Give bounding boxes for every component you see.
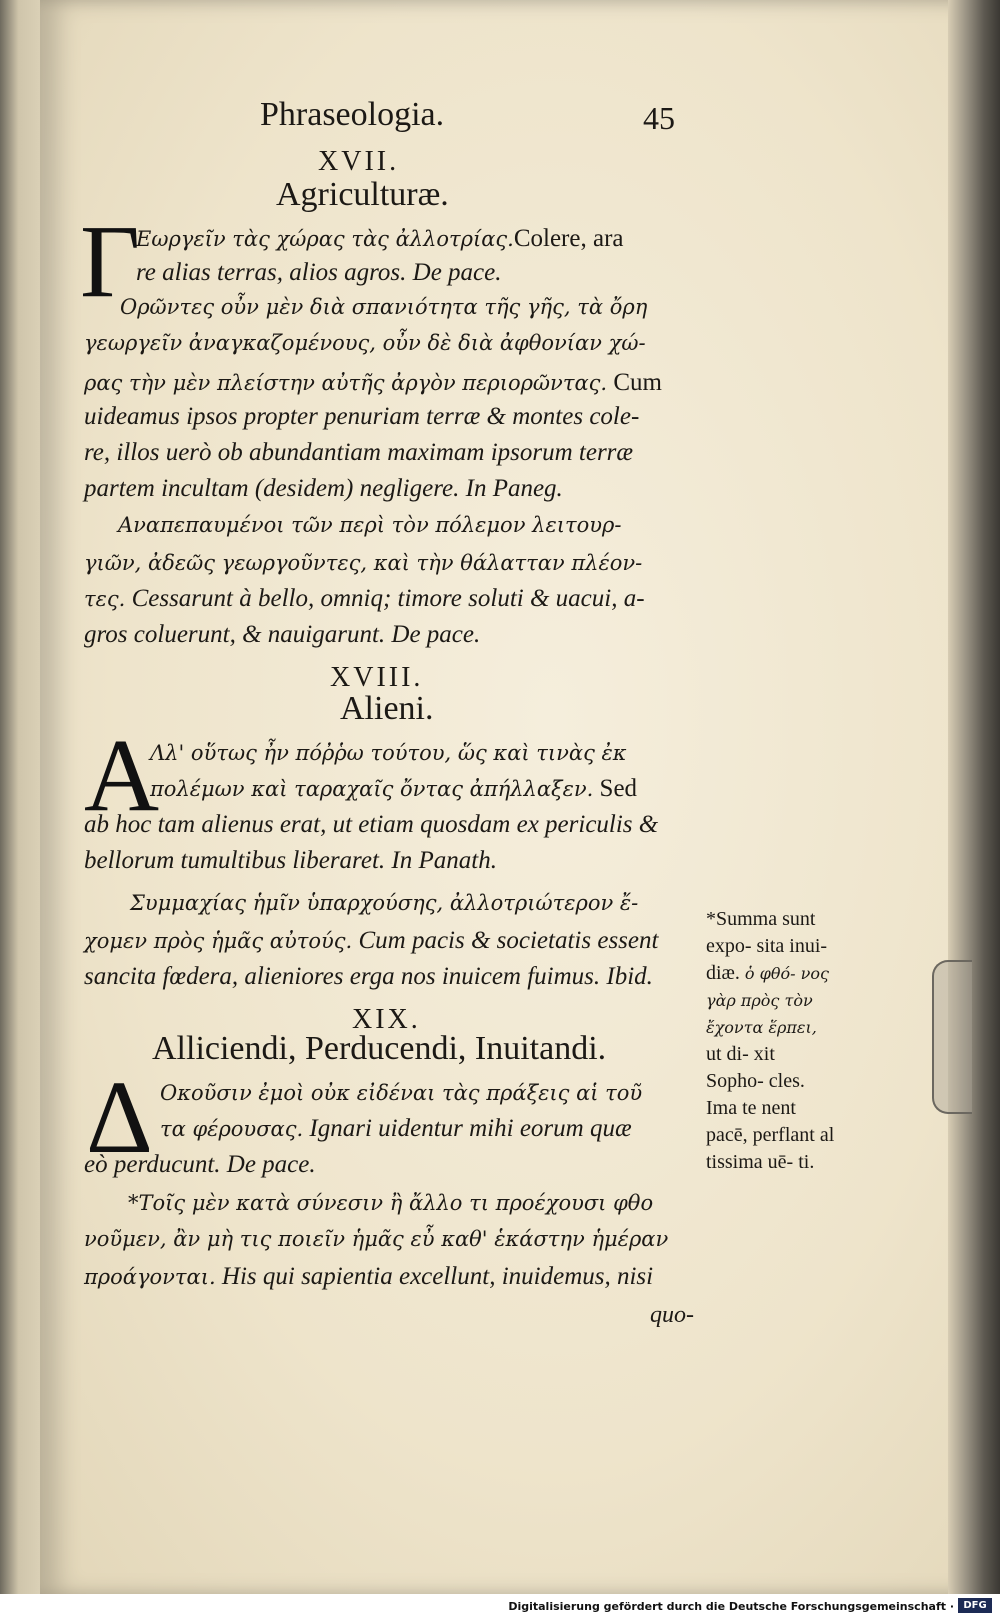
book-right-edge [948,0,1000,1616]
text-line: Οκοῦσιν ἐμοὶ οὐκ εἰδέναι τὰς πράξεις αἱ τοῦ [160,1081,643,1105]
section-number-xix: XIX. [352,1004,421,1035]
marginal-note [706,906,836,1176]
text-line: τα φέρουσας. Ignari uidentur mihi eorum quæ [160,1115,632,1142]
catchword: quo- [650,1302,694,1328]
section-title-alieni: Alieni. [340,690,434,727]
margin-note-greek: ὁ φθό- νος γὰρ πρὸς τὸν ἔχοντα ἕρπει, [706,964,829,1037]
drop-cap-alpha: A [84,718,160,833]
text-line: re alias terras, alios agros. De pace. [136,259,502,286]
dfg-logo-icon: DFG [958,1598,992,1613]
text-line: *Τοῖς μὲν κατὰ σύνεσιν ἢ ἄλλο τι προέχουσι φθο [128,1191,654,1215]
text-line: νοῦμεν, ἂν μὴ τις ποιεῖν ἡμᾶς εὖ καθ' ἑκάστην ἡμέραν [84,1227,669,1251]
text-line: eò perducunt. De pace. [84,1151,316,1178]
section-number-xvii: XVII. [318,146,400,177]
page-number: 45 [643,100,675,136]
text-line: γιῶν, ἀδεῶς γεωργοῦντες, καὶ τὴν θάλατταν πλέον- [84,551,643,575]
section-number-xviii: XVIII. [330,662,424,693]
text-line: sancita fœdera, alieniores erga nos inuicem fuimus. Ibid. [84,963,653,990]
text-line: Εωργεῖν τὰς χώρας τὰς ἀλλοτρίας.Colere, ara [136,225,624,252]
text-line: τες. Cessarunt à bello, omniq; timore soluti & uacui, a- [84,585,645,612]
text-line: Αναπεπαυμένοι τῶν περὶ τὸν πόλεμον λειτουρ- [118,513,622,537]
section-title-agriculturae: Agriculturæ. [276,176,449,213]
margin-note-latin-2: ut di- xit Sopho- cles. Ima te nent pacē, perflant al tissima uē- ti. [706,1043,835,1173]
text-line: ab hoc tam alienus erat, ut etiam quosdam ex periculis & [84,811,659,838]
running-head: Phraseologia. [260,96,445,133]
text-line: uideamus ipsos propter penuriam terræ & montes cole- [84,403,640,430]
text-line: gros coluerunt, & nauigarunt. De pace. [84,621,481,648]
text-line: partem incultam (desidem) negligere. In Paneg. [84,475,563,502]
text-line: χομεν πρὸς ἡμᾶς αὐτούς. Cum pacis & societatis essent [84,927,659,954]
text-line: Ορῶντες οὖν μὲν διὰ σπανιότητα τῆς γῆς, τὰ ὄρη [120,295,648,319]
drop-cap-delta: Δ [86,1060,153,1175]
text-line: ρας τὴν μὲν πλείστην αὐτῆς ἀργὸν περιορῶντας. Cum [84,369,662,396]
text-line: Συμμαχίας ἡμῖν ὑπαρχούσης, ἀλλοτριώτερον ἔ- [130,891,639,915]
text-line: γεωργεῖν ἀναγκαζομένους, οὖν δὲ διὰ ἀφθονίαν χώ- [84,331,646,355]
text-line: bellorum tumultibus liberaret. In Panath. [84,847,497,874]
text-line: πολέμων καὶ ταραχαῖς ὄντας ἀπήλλαξεν. Sed [150,775,638,802]
text-line: Λλ' οὕτως ἦν πόῤῥω τούτου, ὥς καὶ τινὰς ἐκ [150,741,627,765]
text-line: re, illos uerò ob abundantiam maximam ipsorum terræ [84,439,634,466]
drop-cap-gamma: Γ [80,204,141,319]
text-line: προάγονται. His qui sapientia excellunt, inuidemus, nisi [84,1263,654,1290]
page-fore-edge-tab [932,960,972,1114]
margin-note-latin-1: *Summa sunt expo- sita inui- diæ. [706,908,828,984]
footer-credit: Digitalisierung gefördert durch die Deutsche Forschungsgemeinschaft · [508,1600,954,1613]
section-title-alliciendi: Alliciendi, Perducendi, Inuitandi. [152,1030,607,1067]
footer-bar [0,1594,1000,1616]
